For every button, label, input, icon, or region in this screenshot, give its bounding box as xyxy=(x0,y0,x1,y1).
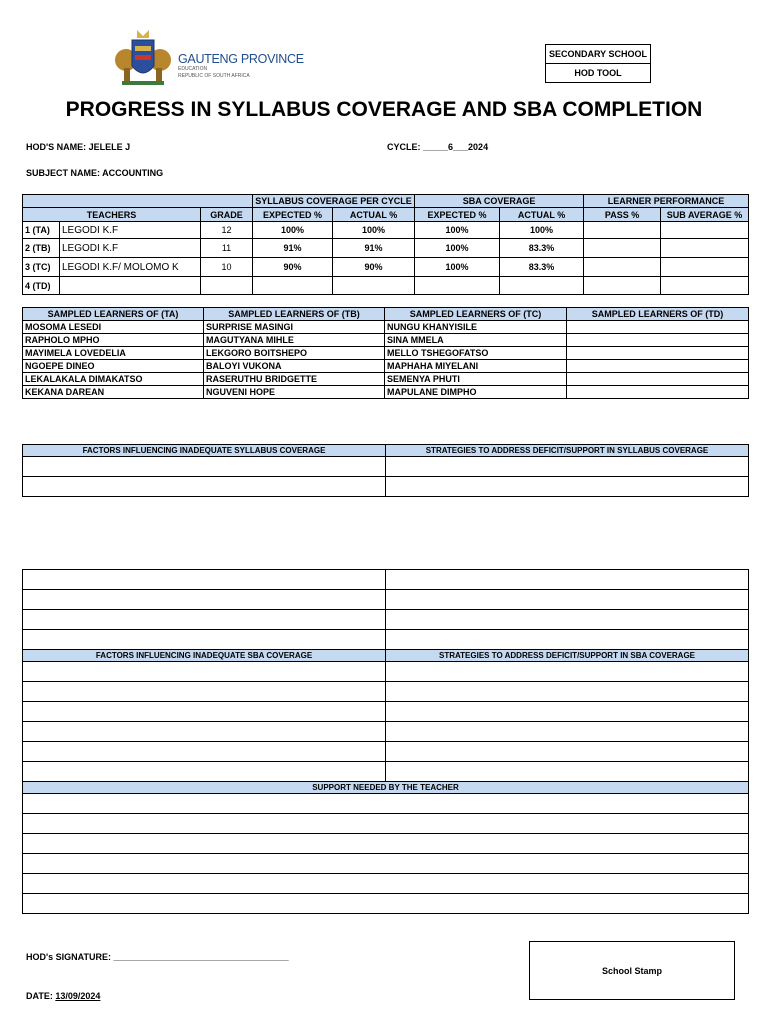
table-row xyxy=(23,630,749,650)
syl-expected xyxy=(253,277,333,295)
school-stamp-box xyxy=(529,941,735,1000)
support-cell[interactable] xyxy=(23,794,749,814)
table-row xyxy=(23,702,749,722)
factor-cell[interactable] xyxy=(23,722,386,742)
sba-actual: 83.3% xyxy=(500,258,584,277)
strategy-cell[interactable] xyxy=(386,610,749,630)
learner-cell: SINA MMELA xyxy=(385,334,567,347)
col-grade: GRADE xyxy=(201,208,253,222)
logo-country: REPUBLIC OF SOUTH AFRICA xyxy=(178,73,250,79)
sba-expected: 100% xyxy=(415,258,500,277)
row-id: 4 (TD) xyxy=(23,277,60,295)
table-row xyxy=(23,874,749,894)
table-row xyxy=(23,386,749,399)
learner-cell xyxy=(567,360,749,373)
strategy-cell[interactable] xyxy=(386,570,749,590)
sub-average xyxy=(661,277,749,295)
sba-factors-table xyxy=(22,569,749,914)
school-type-label: SECONDARY SCHOOL xyxy=(546,45,651,64)
strategy-cell[interactable] xyxy=(386,590,749,610)
learner-cell: MOSOMA LESEDI xyxy=(23,321,204,334)
hod-tool-label: HOD TOOL xyxy=(546,64,651,83)
support-header-row xyxy=(23,782,749,794)
grade: 12 xyxy=(201,222,253,239)
strategy-cell[interactable] xyxy=(386,742,749,762)
support-cell[interactable] xyxy=(23,854,749,874)
table-row xyxy=(23,321,749,334)
col-teachers: TEACHERS xyxy=(23,208,201,222)
learner-cell xyxy=(567,347,749,360)
factor-cell[interactable] xyxy=(23,570,386,590)
learner-cell: MAGUTYANA MIHLE xyxy=(204,334,385,347)
page-title: PROGRESS IN SYLLABUS COVERAGE AND SBA COMPLETION xyxy=(65,98,703,121)
group-header-sba: SBA COVERAGE xyxy=(415,195,584,208)
learner-cell: MELLO TSHEGOFATSO xyxy=(385,347,567,360)
learner-cell: MAYIMELA LOVEDELIA xyxy=(23,347,204,360)
sampled-learners-table xyxy=(22,307,749,399)
learner-cell: NUNGU KHANYISILE xyxy=(385,321,567,334)
row-id: 3 (TC) xyxy=(23,258,60,277)
date-label: DATE: xyxy=(26,991,56,1001)
learner-cell: RASERUTHU BRIDGETTE xyxy=(204,373,385,386)
syl-expected: 90% xyxy=(253,258,333,277)
sba-actual: 83.3% xyxy=(500,239,584,258)
learner-cell xyxy=(567,321,749,334)
sba-expected: 100% xyxy=(415,239,500,258)
logo-dept: EDUCATION xyxy=(178,66,208,72)
sba-expected xyxy=(415,277,500,295)
group-header-performance: LEARNER PERFORMANCE xyxy=(584,195,749,208)
header-learners-tc: SAMPLED LEARNERS OF (TC) xyxy=(385,308,567,321)
table-row xyxy=(23,239,749,258)
table-row xyxy=(23,722,749,742)
syllabus-factors-header: FACTORS INFLUENCING INADEQUATE SYLLABUS COVERAGE xyxy=(23,445,386,457)
pass xyxy=(584,277,661,295)
learner-cell: LEKALAKALA DIMAKATSO xyxy=(23,373,204,386)
support-header: SUPPORT NEEDED BY THE TEACHER xyxy=(23,782,749,794)
syl-expected: 91% xyxy=(253,239,333,258)
coat-of-arms-icon xyxy=(108,26,178,88)
table-row xyxy=(23,814,749,834)
factor-cell[interactable] xyxy=(23,630,386,650)
school-type-box xyxy=(545,44,651,83)
table-row xyxy=(23,347,749,360)
column-header-row xyxy=(23,208,749,222)
strategy-cell[interactable] xyxy=(386,477,749,497)
sub-average xyxy=(661,239,749,258)
table-row xyxy=(23,762,749,782)
coverage-table xyxy=(22,194,749,295)
header-learners-td: SAMPLED LEARNERS OF (TD) xyxy=(567,308,749,321)
sba-factors-header-row xyxy=(23,650,749,662)
pass xyxy=(584,239,661,258)
table-row xyxy=(23,590,749,610)
factor-cell[interactable] xyxy=(23,742,386,762)
teacher-name xyxy=(60,277,201,295)
col-sba-expected: EXPECTED % xyxy=(415,208,500,222)
header-learners-ta: SAMPLED LEARNERS OF (TA) xyxy=(23,308,204,321)
table-row xyxy=(23,794,749,814)
table-row xyxy=(23,742,749,762)
learner-cell: MAPHAHA MIYELANI xyxy=(385,360,567,373)
hod-signature: HOD's SIGNATURE: ___________________________________ xyxy=(26,952,289,962)
teacher-name: LEGODI K.F/ MOLOMO K xyxy=(60,258,201,277)
learner-cell: SURPRISE MASINGI xyxy=(204,321,385,334)
support-cell[interactable] xyxy=(23,834,749,854)
table-row xyxy=(23,854,749,874)
table-row xyxy=(23,222,749,239)
sub-average xyxy=(661,258,749,277)
table-row xyxy=(23,334,749,347)
header-learners-tb: SAMPLED LEARNERS OF (TB) xyxy=(204,308,385,321)
table-row xyxy=(23,610,749,630)
group-header-row xyxy=(23,195,749,208)
learner-cell: LEKGORO BOITSHEPO xyxy=(204,347,385,360)
syllabus-factors-header-row xyxy=(23,445,749,457)
col-sub-average: SUB AVERAGE % xyxy=(661,208,749,222)
learner-cell xyxy=(567,386,749,399)
school-stamp-label: School Stamp xyxy=(601,965,662,976)
factor-cell[interactable] xyxy=(23,590,386,610)
table-row xyxy=(23,477,749,497)
table-row xyxy=(23,894,749,914)
strategy-cell[interactable] xyxy=(386,457,749,477)
strategy-cell[interactable] xyxy=(386,762,749,782)
syl-actual: 91% xyxy=(333,239,415,258)
table-row xyxy=(23,682,749,702)
syl-actual: 100% xyxy=(333,222,415,239)
strategy-cell[interactable] xyxy=(386,662,749,682)
learner-cell xyxy=(567,334,749,347)
sub-average xyxy=(661,222,749,239)
factor-cell[interactable] xyxy=(23,762,386,782)
col-syl-expected: EXPECTED % xyxy=(253,208,333,222)
learner-cell: NGOEPE DINEO xyxy=(23,360,204,373)
table-row xyxy=(23,360,749,373)
strategy-cell[interactable] xyxy=(386,702,749,722)
table-row xyxy=(23,277,749,295)
factor-cell[interactable] xyxy=(23,682,386,702)
learner-cell xyxy=(567,373,749,386)
syllabus-factors-table xyxy=(22,444,749,497)
sba-actual xyxy=(500,277,584,295)
syl-actual: 90% xyxy=(333,258,415,277)
factor-cell[interactable] xyxy=(23,702,386,722)
row-id: 1 (TA) xyxy=(23,222,60,239)
header-spacer xyxy=(23,195,253,208)
table-row xyxy=(23,373,749,386)
teacher-name: LEGODI K.F xyxy=(60,222,201,239)
strategy-cell[interactable] xyxy=(386,682,749,702)
strategy-cell[interactable] xyxy=(386,722,749,742)
hod-name: HOD'S NAME: JELELE J xyxy=(26,142,131,152)
sba-factors-header: FACTORS INFLUENCING INADEQUATE SBA COVERAGE xyxy=(23,650,386,662)
teacher-name: LEGODI K.F xyxy=(60,239,201,258)
row-id: 2 (TB) xyxy=(23,239,60,258)
learner-cell: BALOYI VUKONA xyxy=(204,360,385,373)
support-cell[interactable] xyxy=(23,894,749,914)
learner-cell: SEMENYA PHUTI xyxy=(385,373,567,386)
support-cell[interactable] xyxy=(23,814,749,834)
sba-expected: 100% xyxy=(415,222,500,239)
learners-header-row xyxy=(23,308,749,321)
group-header-syllabus: SYLLABUS COVERAGE PER CYCLE xyxy=(253,195,415,208)
col-sba-actual: ACTUAL % xyxy=(500,208,584,222)
table-row xyxy=(23,457,749,477)
sba-strategies-header: STRATEGIES TO ADDRESS DEFICIT/SUPPORT IN SBA COVERAGE xyxy=(386,650,749,662)
grade xyxy=(201,277,253,295)
support-cell[interactable] xyxy=(23,874,749,894)
table-row xyxy=(23,834,749,854)
syl-actual xyxy=(333,277,415,295)
pass xyxy=(584,222,661,239)
sba-actual: 100% xyxy=(500,222,584,239)
subject-name: SUBJECT NAME: ACCOUNTING xyxy=(26,168,164,178)
factor-cell[interactable] xyxy=(23,457,386,477)
date-field xyxy=(26,991,100,1001)
grade: 11 xyxy=(201,239,253,258)
strategy-cell[interactable] xyxy=(386,630,749,650)
cycle-field: CYCLE: _____6___2024 xyxy=(387,142,489,152)
pass xyxy=(584,258,661,277)
grade: 10 xyxy=(201,258,253,277)
syllabus-strategies-header: STRATEGIES TO ADDRESS DEFICIT/SUPPORT IN SYLLABUS COVERAGE xyxy=(386,445,749,457)
factor-cell[interactable] xyxy=(23,662,386,682)
learner-cell: NGUVENI HOPE xyxy=(204,386,385,399)
logo-text xyxy=(178,52,304,80)
col-syl-actual: ACTUAL % xyxy=(333,208,415,222)
syl-expected: 100% xyxy=(253,222,333,239)
factor-cell[interactable] xyxy=(23,610,386,630)
col-pass: PASS % xyxy=(584,208,661,222)
factor-cell[interactable] xyxy=(23,477,386,497)
table-row xyxy=(23,258,749,277)
table-row xyxy=(23,662,749,682)
table-row xyxy=(23,570,749,590)
learner-cell: MAPULANE DIMPHO xyxy=(385,386,567,399)
date-value: 13/09/2024 xyxy=(55,991,101,1001)
learner-cell: KEKANA DAREAN xyxy=(23,386,204,399)
learner-cell: RAPHOLO MPHO xyxy=(23,334,204,347)
logo-name: GAUTENG PROVINCE xyxy=(178,52,304,66)
